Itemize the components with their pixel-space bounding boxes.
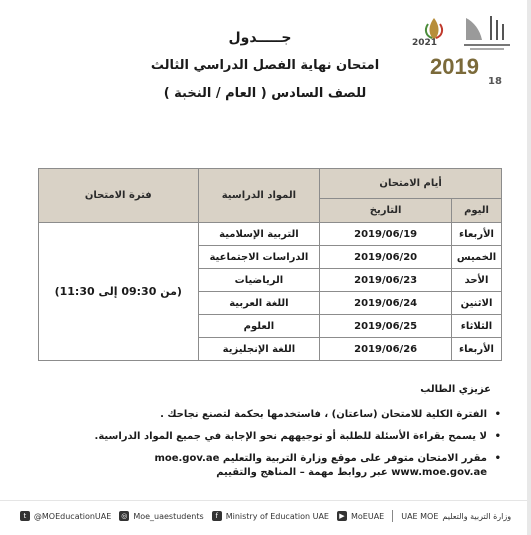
header-date: التاريخ (320, 199, 452, 223)
facebook-icon: f (212, 511, 222, 521)
day-cell: الاثنين (452, 292, 502, 315)
subject-cell: الرياضيات (198, 269, 320, 292)
logo-block (410, 10, 520, 90)
exam-title: امتحان نهاية الفصل الدراسي الثالث (150, 58, 380, 73)
grade-title: للصف السادس ( العام / النخبة ) (163, 86, 367, 101)
footer-twitter[interactable] (20, 511, 111, 521)
date-cell: 2019/06/19 (320, 223, 452, 246)
footer-ministry-name: وزارة التربية والتعليم (442, 511, 512, 521)
table-row (39, 223, 502, 246)
note-item: • مقرر الامتحان متوفر على موقع وزارة التربية والتعليم moe.gov.ae www.moe.gov.ae عبر روابط مهمة – المناهج والتقييم (61, 452, 501, 480)
day-cell: الثلاثاء (452, 315, 502, 338)
date-cell: 2019/06/25 (320, 315, 452, 338)
footer-ministry-code: UAE MOE (401, 511, 439, 521)
subject-cell: التربية الإسلامية (198, 223, 320, 246)
schedule-table (38, 168, 502, 361)
footer-twitter-label: @MOEducationUAE (33, 511, 112, 521)
notes-title: عزيزي الطالب (420, 384, 491, 395)
day-cell: الأحد (452, 269, 502, 292)
footer-facebook[interactable] (212, 511, 329, 521)
page-edge (527, 0, 531, 535)
header-period: فترة الامتحان (39, 169, 199, 223)
uae-2021-logo-icon (414, 14, 454, 54)
footer-youtube-label: MoEUAE (350, 511, 385, 521)
note-item: • لا يسمح بقراءة الأسئلة للطلبة أو توجيههم نحو الإجابة في جميع المواد الدراسية. (61, 430, 501, 444)
notes-list (61, 408, 501, 488)
logo-number: 18 (488, 76, 502, 87)
period-cell: (من 09:30 إلى 11:30) (39, 223, 199, 361)
footer-instagram[interactable] (119, 511, 203, 521)
footer-divider (392, 510, 393, 522)
youtube-icon: ▶ (337, 511, 347, 521)
subject-cell: العلوم (198, 315, 320, 338)
date-cell: 2019/06/23 (320, 269, 452, 292)
footer-youtube[interactable] (337, 511, 384, 521)
header-days-group: أيام الامتحان (320, 169, 502, 199)
page-title: جـــــدول (228, 30, 292, 46)
instagram-icon: ◎ (121, 512, 128, 520)
day-cell: الأربعاء (452, 338, 502, 361)
subject-cell: الدراسات الاجتماعية (198, 246, 320, 269)
logo-year: 2019 (430, 54, 479, 79)
subject-cell: اللغة الإنجليزية (198, 338, 320, 361)
date-cell: 2019/06/26 (320, 338, 452, 361)
twitter-icon: t (20, 511, 30, 521)
date-cell: 2019/06/20 (320, 246, 452, 269)
day-cell: الأربعاء (452, 223, 502, 246)
header-subjects: المواد الدراسية (198, 169, 320, 223)
footer-bar (0, 500, 531, 531)
logo-2021-text: 2021 (412, 38, 438, 48)
footer-ministry (401, 512, 511, 521)
subject-cell: اللغة العربية (198, 292, 320, 315)
day-cell: الخميس (452, 246, 502, 269)
footer-instagram-label: Moe_uaestudents (133, 511, 204, 521)
ministry-emblem-icon (460, 12, 512, 54)
header-day: اليوم (452, 199, 502, 223)
date-cell: 2019/06/24 (320, 292, 452, 315)
note-item: • الفترة الكلية للامتحان (ساعتان) ، فاستخدمها بحكمة لتصنع نجاحك . (61, 408, 501, 422)
footer-facebook-label: Ministry of Education UAE (225, 511, 329, 521)
